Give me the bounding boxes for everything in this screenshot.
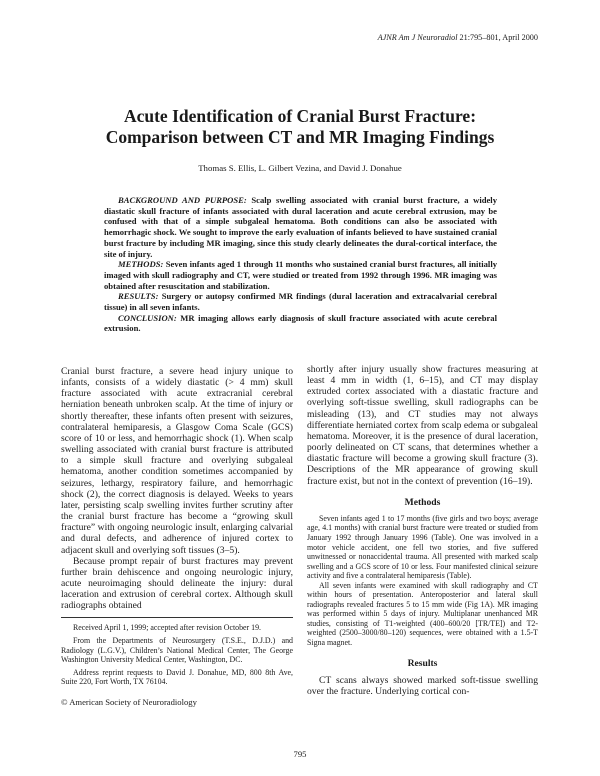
footnote-reprint: Address reprint requests to David J. Donahue, MD, 800 8th Ave, Suite 220, Fort Worth, TX 76104. [61,667,293,687]
article-title [60,106,540,148]
intro-paragraph-2: Because prompt repair of burst fractures may prevent further brain dehiscence and ongoing neurologic injury, acute neuroimaging should delineate the injury: dural laceration and extrusion of cerebral cortex. Although skull radiographs obtained [61,555,293,612]
journal-issue: 21:795–801, April 2000 [459,33,538,42]
background-text: Scalp swelling associated with cranial burst fracture, a widely diastatic skull fracture of infants associated with dural laceration and acute cerebral extrusion, may be confused with that of a simple subgaleal hematoma. Both conditions can also be associated with hemorrhagic shock. We sought to improve the early evaluation of infants believed to have sustained cranial burst fracture by including MR imaging, since this study clearly delineates the dural-cortical interface, the site of injury. [104,195,497,259]
results-paragraph-1: CT scans always showed marked soft-tissue swelling over the fracture. Underlying cortical con- [307,674,538,697]
author-list: Thomas S. Ellis, L. Gilbert Vezina, and David J. Donahue [198,163,402,173]
footnote-divider [61,617,293,618]
abstract-methods [104,259,497,291]
methods-label: METHODS: [118,259,164,270]
abstract-results [104,291,497,312]
abstract-conclusion [104,313,497,334]
title-line-2: Comparison between CT and MR Imaging Findings [105,127,495,147]
results-label: RESULTS: [118,291,159,302]
title-line-1: Acute Identification of Cranial Burst Fracture: [123,106,477,126]
background-label: BACKGROUND AND PURPOSE: [118,195,247,205]
results-heading: Results [407,657,438,669]
conclusion-label: CONCLUSION: [118,312,177,323]
methods-paragraph-2: All seven infants were examined with skull radiography and CT within hours of presentation. Anteroposterior and lateral skull radiographs revealed fractures 5 to 15 mm wide (Fig 1A). MR imaging was performed within 5 days of injury. Multiplanar unenhanced MR studies, consisting of T1-weighted (400–600/20 [TR/TE]) and T2-weighted (2500–3000/80–120) sequences, were obtained with a 1.5-T Signa magnet. [307,580,538,647]
left-column [61,366,293,708]
intro-paragraph-3: shortly after injury usually show fractures measuring at least 4 mm in width (1, 6–15), and CT may display extruded cortex associated with a diastatic fracture and overlying soft-tissue swelling, skull radiographs can be misleading (13), and CT studies may not always differentiate herniated cortex from scalp edema or subgaleal hematoma. Moreover, it is the presence of dural laceration, poorly delineated on CT scans, that determines whether a diastatic fracture will become a growing skull fracture (3). Descriptions of the MR appearance of growing skull fracture exist, but not in the context of prevention (16–19). [307,364,538,487]
conclusion-text: MR imaging allows early diagnosis of skull fracture associated with acute cerebral extrusion. [104,312,497,334]
copyright: © American Society of Neuroradiology [61,697,197,707]
methods-section [307,514,538,648]
right-column [307,364,538,697]
journal-name: AJNR Am J Neuroradiol [377,33,458,42]
results-text: Surgery or autopsy confirmed MR findings (dural laceration and extracalvarial cerebral tissue) in all seven infants. [104,291,497,313]
abstract-background [104,195,497,259]
page-number: 795 [293,749,307,759]
intro-paragraph-1: Cranial burst fracture, a severe head injury unique to infants, consists of a widely diastatic (> 4 mm) skull fracture associated with acute extracranial cerebral herniation beneath unbroken scalp. At the time of injury or shortly thereafter, these infants often present with seizures, contralateral hemiparesis, a Glasgow Coma Scale (GCS) score of 10 or less, and hemorrhagic shock (1). When scalp swelling associated with cranial burst fracture is attributed to a simple skull fracture and overlying subgaleal hematoma, another condition sometimes accompanied by seizures, lethargy, respiratory failure, and hemorrhagic shock (2), the correct diagnosis is delayed. Weeks to years later, persisting scalp swelling invites further scrutiny after the cranial burst fracture has become a “growing skull fracture” with ongoing neurologic insult, enlarging calvarial and dural defects, and adherence of injured cortex to adjacent skull and overlying soft tissues (3–5). [61,366,293,556]
journal-citation [378,33,538,42]
methods-heading: Methods [404,496,441,508]
footnote-received: Received April 1, 1999; accepted after revision October 19. [73,623,261,633]
abstract [104,195,497,334]
footnotes [61,623,293,687]
footnote-affiliation: From the Departments of Neurosurgery (T.S.E., D.J.D.) and Radiology (L.G.V.), Children’s National Medical Center, The George Washington University Medical Center, Washington, DC. [61,636,293,665]
methods-paragraph-1: Seven infants aged 1 to 17 months (five girls and two boys; average age, 4.1 months) with cranial burst fracture were treated or studied from January 1992 through January 1996 (Table). One was involved in a motor vehicle accident, one fell two stories, and five suffered unwitnessed or nonaccidental trauma. All presented with marked scalp swelling and a GCS score of 10 or less. Four manifested clinical seizure activity and five a contralateral hemiparesis (Table). [307,513,538,581]
methods-text: Seven infants aged 1 through 11 months who sustained cranial burst fractures, all initially imaged with skull radiography and CT, were studied or treated from 1992 through 1996. MR imaging was obtained after resuscitation and stabilization. [104,259,497,291]
